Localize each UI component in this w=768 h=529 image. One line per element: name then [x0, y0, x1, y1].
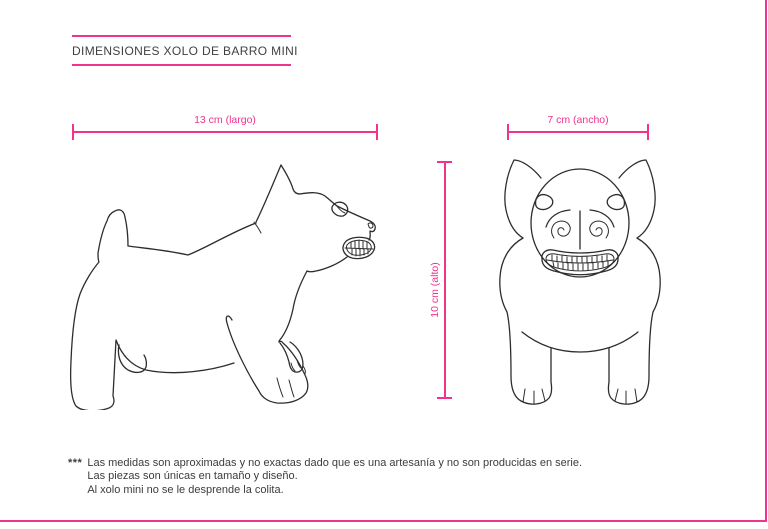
grin-teeth — [343, 237, 375, 258]
right-body — [608, 238, 660, 404]
dimension-ancho-label: 7 cm (ancho) — [547, 114, 609, 126]
title-rule-bottom — [72, 64, 291, 66]
footnote-line: Las piezas son únicas en tamaño y diseño. — [87, 470, 298, 483]
chin — [307, 257, 347, 272]
title-block — [72, 35, 298, 66]
dimension-tick — [376, 124, 378, 140]
dimension-tick — [437, 161, 452, 163]
nose — [368, 223, 373, 228]
dimension-tick — [437, 397, 452, 399]
footnote-line: Las medidas son aproximadas y no exactas dado que es una artesanía y no son producidas en serie. — [87, 457, 583, 469]
footnote — [68, 457, 582, 497]
belly-arc — [522, 332, 638, 352]
dimension-tick — [507, 124, 509, 140]
far-paw — [280, 342, 303, 372]
dimension-alto-label: 10 cm (alto) — [429, 262, 441, 318]
xolo-side-view-drawing — [60, 160, 390, 410]
dimension-largo-label: 13 cm (largo) — [194, 114, 256, 126]
ear — [256, 165, 281, 222]
body-outline — [71, 210, 256, 410]
dimension-ancho-line — [507, 131, 649, 133]
head — [300, 193, 375, 240]
page-border-right — [765, 0, 767, 522]
left-nostril — [552, 221, 571, 238]
xolo-front-view-drawing — [490, 150, 670, 410]
dimension-tick — [647, 124, 649, 140]
dimension-alto-line — [444, 162, 446, 399]
grin-teeth — [542, 250, 618, 275]
left-eye — [536, 195, 553, 210]
dimension-ancho — [507, 114, 649, 133]
right-nostril — [590, 221, 609, 238]
footnote-marker: *** — [68, 457, 83, 469]
left-body — [500, 238, 552, 404]
page-border-bottom — [0, 520, 767, 522]
right-eye — [607, 195, 624, 210]
dimension-tick — [72, 124, 74, 140]
footnote-line: Al xolo mini no se le desprende la colita. — [87, 483, 284, 496]
front-leg — [226, 316, 307, 403]
dimension-largo-line — [72, 131, 378, 133]
dimension-largo — [72, 114, 378, 133]
chest — [279, 271, 307, 341]
page-title: DIMENSIONES XOLO DE BARRO MINI — [72, 44, 298, 58]
